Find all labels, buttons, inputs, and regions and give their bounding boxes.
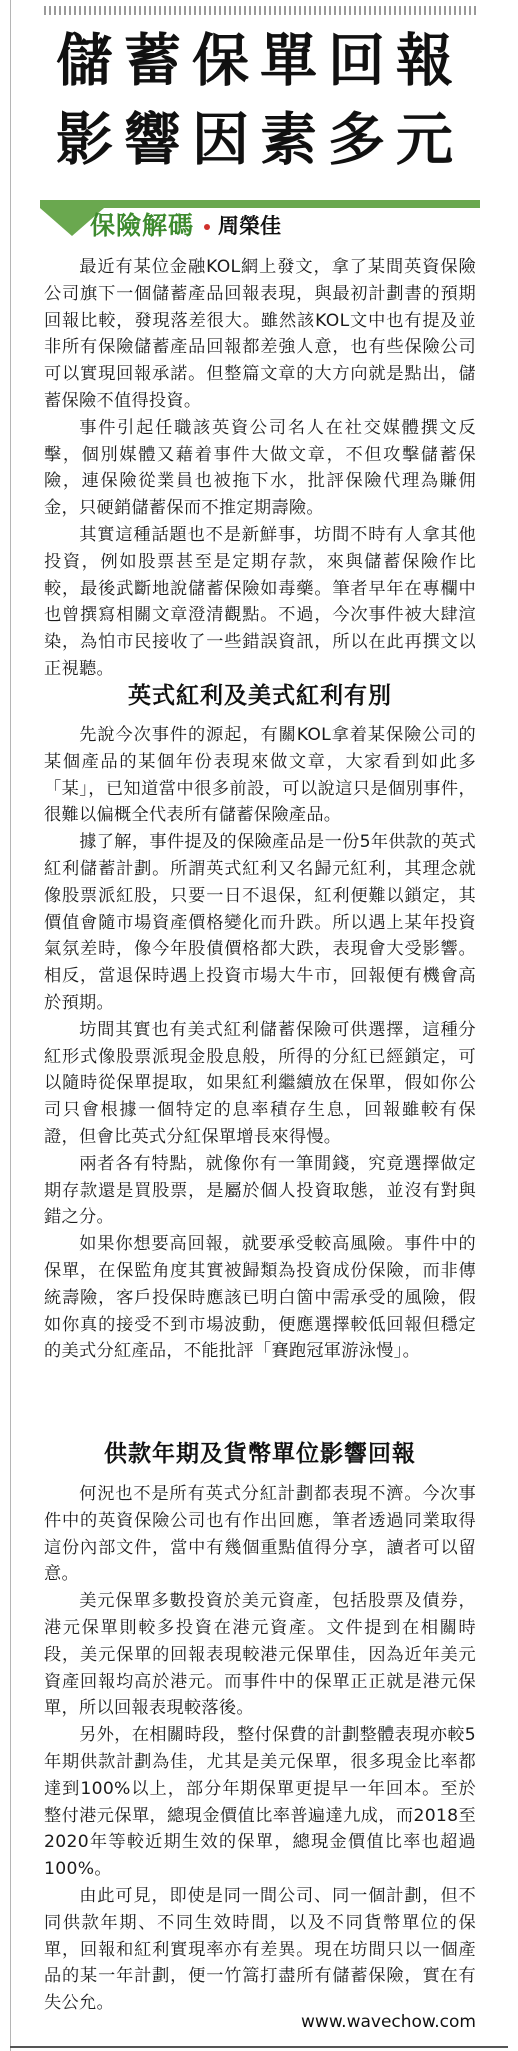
paragraph: 何況也不是所有英式分紅計劃都表現不濟。今次事件中的英資保險公司也有作出回應，筆者透過同業取得這份內部文件，當中有幾個重點值得分享，讀者可以留意。: [44, 1484, 476, 1585]
section-2-text: [44, 1481, 476, 2017]
column-banner: [40, 200, 480, 248]
paragraph: 最近有某位金融KOL網上發文，拿了某間英資保險公司旗下一個儲蓄產品回報表現，與最初計劃書的預期回報比較，發現落差很大。雖然該KOL文中也有提及並非所有保險儲蓄產品回報都差強人意，也有些保險公司可以實現回報承諾。但整篇文章的大方向就是點出，儲蓄保險不值得投資。: [44, 257, 476, 411]
paragraph: 另外，在相關時段，整付保費的計劃整體表現亦較5年期供款計劃為佳，尤其是美元保單，很多現金比率都達到100%以上，部分年期保單更提早一年回本。至於整付港元保單，總現金價值比率普遍達九成，而2018至2020年等較近期生效的保單，總現金價值比率也超過100%。: [44, 1725, 476, 1880]
website-url: www.wavechow.com: [291, 2012, 476, 2032]
bottom-rule: [10, 2046, 508, 2048]
headline-line-1: 儲蓄保單回報: [56, 28, 464, 94]
section-1-text: [44, 722, 476, 1365]
paragraph: 兩者各有特點，就像你有一筆閒錢，究竟選擇做定期存款還是買股票，是屬於個人投資取態，並沒有對與錯之分。: [44, 1153, 476, 1228]
paragraph: 由此可見，即使是同一間公司、同一個計劃，但不同供款年期、不同生效時間，以及不同貨幣單位的保單，回報和紅利實現率亦有差異。現在坊間只以一個產品的某一年計劃，便一竹篙打盡所有儲蓄保險，實在有失公允。: [44, 1885, 476, 2014]
paragraph: 其實這種話題也不是新鮮事，坊間不時有人拿其他投資，例如股票甚至是定期存款，來與儲蓄保險作比較，最後武斷地說儲蓄保險如毒藥。筆者早年在專欄中也曾撰寫相關文章澄清觀點。不過，今次事件被大肆渲染，為怕市民接收了一些錯誤資訊，所以在此再撰文以正視聽。: [44, 524, 476, 679]
section-1-title: 英式紅利及美式紅利有別: [128, 683, 392, 709]
paragraph: 如果你想要高回報，就要承受較高風險。事件中的保單，在保監角度其實被歸類為投資成份保險，而非傳統壽險，客戶投保時應該已明白箇中需承受的風險，假如你真的接受不到市場波動，便應選擇較低回報但穩定的美式分紅產品，不能批評「賽跑冠軍游泳慢」。: [44, 1234, 476, 1362]
intro-text: [44, 254, 476, 683]
section-2-title: 供款年期及貨幣單位影響回報: [104, 1441, 416, 1467]
left-margin-rule: [10, 0, 11, 2051]
author-name: 周榮佳: [218, 214, 281, 238]
paragraph: 事件引起任職該英資公司名人在社交媒體撰文反擊，個別媒體又藉着事件大做文章，不但攻擊儲蓄保險，連保險從業員也被拖下水，批評保險代理為賺佣金，只硬銷儲蓄保而不推定期壽險。: [44, 417, 476, 519]
top-dotted-rule: [44, 6, 476, 15]
paragraph: 先說今次事件的源起，有關KOL拿着某保險公司的某個產品的某個年份表現來做文章，大家看到如此多「某」，已知道當中很多前設，可以說這只是個別事件，很難以偏概全代表所有儲蓄保險產品。: [44, 725, 476, 826]
paragraph: 據了解，事件提及的保險產品是一份5年供款的英式紅利儲蓄計劃。所謂英式紅利又名歸元紅利，其理念就像股票派紅股，只要一日不退保，紅利便難以鎖定，其價值會隨市場資產價格變化而升跌。所以遇上某年投資氣氛差時，像今年股債價格都大跌，表現會大受影響。相反，當退保時遇上投資市場大牛市，回報便有機會高於預期。: [44, 832, 476, 1013]
headline-line-2: 影響因素多元: [56, 107, 464, 173]
column-name: 保險解碼: [90, 211, 195, 240]
separator-dot-icon: [204, 224, 210, 230]
paragraph: 坊間其實也有美式紅利儲蓄保險可供選擇，這種分紅形式像股票派現金股息般，所得的分紅已經鎖定，可以隨時從保單提取，如果紅利繼續放在保單，假如你公司只會根據一個特定的息率積存生息，回報雖較有保證，但會比英式分紅保單增長來得慢。: [44, 1019, 476, 1147]
paragraph: 美元保單多數投資於美元資產，包括股票及債券，港元保單則較多投資在港元資產。文件提到在相關時段，美元保單的回報表現較港元保單佳，因為近年美元資產回報均高於港元。而事件中的保單正正就是港元保單，所以回報表現較落後。: [44, 1591, 476, 1719]
headline: [44, 22, 476, 180]
